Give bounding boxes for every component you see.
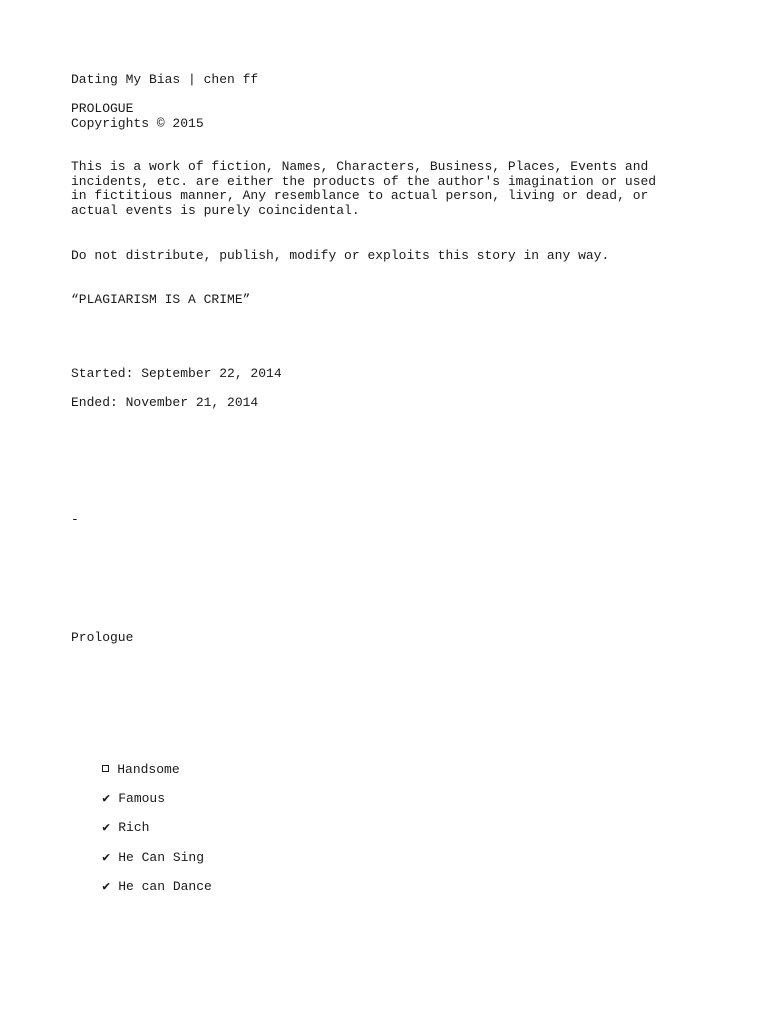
separator-dash: - bbox=[71, 512, 79, 527]
copyright-line: Copyrights © 2015 bbox=[71, 116, 204, 131]
document-title: Dating My Bias | chen ff bbox=[71, 72, 259, 87]
checklist-label: Rich bbox=[118, 820, 150, 835]
empty-checkbox-icon bbox=[102, 765, 109, 772]
checkmark-icon: ✔ bbox=[102, 791, 111, 806]
checklist-label: Handsome bbox=[117, 762, 180, 777]
checklist-label: He Can Sing bbox=[118, 850, 205, 865]
checklist-label: He can Dance bbox=[118, 879, 212, 894]
disclaimer-paragraph: This is a work of fiction, Names, Characters, Business, Places, Events and incidents, etc. are either the products of the author's imagination or used in fictitious manner, Any resemblance to actual person, living or dead, or actual events is purely coincidental. bbox=[71, 159, 657, 219]
checkmark-icon: ✔ bbox=[102, 850, 111, 865]
plagiarism-warning: “PLAGIARISM IS A CRIME” bbox=[71, 292, 251, 307]
distribution-notice: Do not distribute, publish, modify or exploits this story in any way. bbox=[71, 248, 610, 263]
checkmark-icon: ✔ bbox=[102, 879, 111, 894]
section-title: Prologue bbox=[71, 630, 134, 645]
prologue-heading: PROLOGUE bbox=[71, 101, 134, 116]
checklist-item bbox=[71, 864, 212, 909]
started-date: Started: September 22, 2014 bbox=[71, 366, 282, 381]
checkmark-icon: ✔ bbox=[102, 820, 111, 835]
checklist-label: Famous bbox=[118, 791, 166, 806]
ended-date: Ended: November 21, 2014 bbox=[71, 395, 259, 410]
